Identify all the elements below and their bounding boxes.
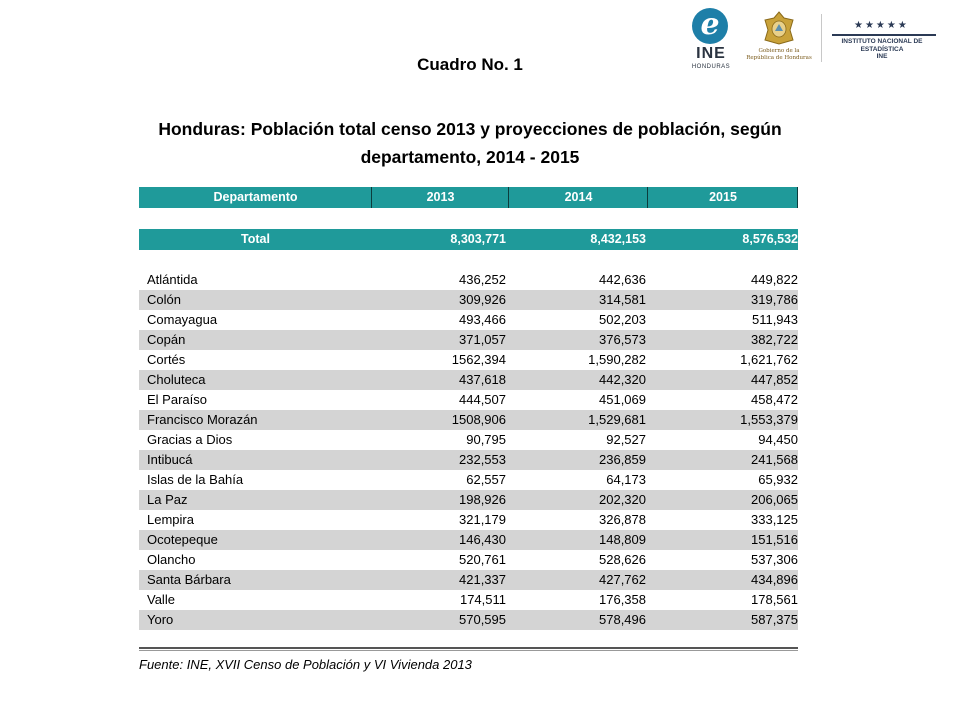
gov-text-line-1: Gobierno de la <box>758 48 800 54</box>
table-row <box>139 570 798 590</box>
value-2014: 578,496 <box>599 612 646 627</box>
value-2014: 314,581 <box>599 292 646 307</box>
logo-divider <box>821 14 822 62</box>
department-name: Olancho <box>147 552 196 567</box>
title-line-2: departamento, 2014 - 2015 <box>360 147 580 167</box>
department-name: Gracias a Dios <box>147 432 233 447</box>
value-2014: 1,529,681 <box>588 412 646 427</box>
value-2014: 427,762 <box>599 572 646 587</box>
table-row <box>139 310 798 330</box>
value-2013: 321,179 <box>459 512 506 527</box>
inst-text-line-3: INE <box>876 53 888 60</box>
table-row <box>139 390 798 410</box>
government-logo-text <box>742 48 816 62</box>
value-2014: 202,320 <box>599 492 646 507</box>
value-2014: 502,203 <box>599 312 646 327</box>
value-2015: 333,125 <box>751 512 798 527</box>
value-2013: 309,926 <box>459 292 506 307</box>
value-2015: 178,561 <box>751 592 798 607</box>
department-name: Copán <box>147 332 186 347</box>
department-name: Intibucá <box>147 452 193 467</box>
header-departamento: Departamento <box>213 190 298 204</box>
value-2013: 493,466 <box>459 312 506 327</box>
table-body <box>139 270 798 630</box>
value-2014: 176,358 <box>599 592 646 607</box>
institute-logo-rule <box>832 34 936 36</box>
table-row <box>139 330 798 350</box>
value-2013: 198,926 <box>459 492 506 507</box>
table-row <box>139 350 798 370</box>
value-2015: 587,375 <box>751 612 798 627</box>
total-row <box>139 229 798 250</box>
table-row <box>139 370 798 390</box>
table-row <box>139 550 798 570</box>
source-note: Fuente: INE, XVII Censo de Población y VI Vivienda 2013 <box>139 657 472 672</box>
table-bottom-rule <box>139 647 798 649</box>
value-2013: 436,252 <box>459 272 506 287</box>
header-2014: 2014 <box>564 190 593 204</box>
table-row <box>139 490 798 510</box>
value-2014: 1,590,282 <box>588 352 646 367</box>
value-2015: 449,822 <box>751 272 798 287</box>
table-bottom-rule-thin <box>139 650 798 651</box>
inst-text-line-2: ESTADÍSTICA <box>860 45 904 53</box>
header-2015: 2015 <box>709 190 737 204</box>
value-2015: 382,722 <box>751 332 798 347</box>
value-2013: 570,595 <box>459 612 506 627</box>
value-2015: 511,943 <box>751 312 798 327</box>
value-2013: 174,511 <box>459 592 506 607</box>
value-2014: 92,527 <box>606 432 646 447</box>
value-2014: 528,626 <box>599 552 646 567</box>
department-name: Comayagua <box>147 312 218 327</box>
table-row <box>139 410 798 430</box>
value-2015: 537,306 <box>751 552 798 567</box>
table-row <box>139 510 798 530</box>
value-2014: 451,069 <box>599 392 646 407</box>
department-name: Lempira <box>147 512 194 527</box>
total-2014: 8,432,153 <box>590 232 646 246</box>
inst-text-line-1: INSTITUTO NACIONAL DE <box>841 38 923 45</box>
value-2014: 64,173 <box>606 472 646 487</box>
table-row <box>139 430 798 450</box>
value-2013: 90,795 <box>466 432 506 447</box>
value-2015: 1,553,379 <box>740 412 798 427</box>
stars-icon: ★★★★★ <box>854 20 909 31</box>
ine-logo-text: INE <box>696 45 726 62</box>
department-name: Atlántida <box>147 272 198 287</box>
value-2013: 62,557 <box>466 472 506 487</box>
table-row <box>139 270 798 290</box>
value-2015: 241,568 <box>751 452 798 467</box>
table-row <box>139 470 798 490</box>
value-2015: 206,065 <box>751 492 798 507</box>
department-name: La Paz <box>147 492 188 507</box>
department-name: Yoro <box>147 612 174 627</box>
value-2014: 236,859 <box>599 452 646 467</box>
value-2015: 65,932 <box>758 472 798 487</box>
coat-of-arms-icon <box>760 10 798 46</box>
table-row <box>139 290 798 310</box>
value-2015: 447,852 <box>751 372 798 387</box>
table-row <box>139 450 798 470</box>
value-2013: 520,761 <box>459 552 506 567</box>
department-name: Colón <box>147 292 181 307</box>
ine-e-icon: e <box>692 8 728 44</box>
total-2013: 8,303,771 <box>450 232 506 246</box>
department-name: Valle <box>147 592 175 607</box>
gov-text-line-2: República de Honduras <box>746 55 812 61</box>
header-separator <box>797 187 798 208</box>
value-2013: 421,337 <box>459 572 506 587</box>
government-logo <box>742 10 816 70</box>
ine-logo <box>686 8 736 74</box>
total-label: Total <box>241 232 270 246</box>
department-name: Ocotepeque <box>147 532 218 547</box>
page-title <box>130 115 810 171</box>
value-2015: 434,896 <box>751 572 798 587</box>
table-row <box>139 610 798 630</box>
department-name: El Paraíso <box>147 392 207 407</box>
value-2014: 442,636 <box>599 272 646 287</box>
ine-logo-subtext: HONDURAS <box>691 64 731 70</box>
value-2015: 94,450 <box>758 432 798 447</box>
total-2015: 8,576,532 <box>742 232 798 246</box>
value-2014: 376,573 <box>599 332 646 347</box>
department-name: Santa Bárbara <box>147 572 231 587</box>
value-2015: 1,621,762 <box>740 352 798 367</box>
table-row <box>139 530 798 550</box>
department-name: Cortés <box>147 352 186 367</box>
header-2013: 2013 <box>426 190 455 204</box>
value-2013: 1562,394 <box>451 352 506 367</box>
value-2014: 326,878 <box>599 512 646 527</box>
value-2014: 148,809 <box>599 532 646 547</box>
value-2015: 319,786 <box>751 292 798 307</box>
header-separator <box>371 187 372 208</box>
institute-logo-text <box>826 38 938 61</box>
value-2014: 442,320 <box>599 372 646 387</box>
value-2013: 1508,906 <box>451 412 506 427</box>
value-2013: 437,618 <box>459 372 506 387</box>
value-2015: 151,516 <box>751 532 798 547</box>
value-2013: 371,057 <box>459 332 506 347</box>
table-row <box>139 590 798 610</box>
header-separator <box>508 187 509 208</box>
institute-logo <box>826 20 938 64</box>
value-2015: 458,472 <box>751 392 798 407</box>
value-2013: 146,430 <box>459 532 506 547</box>
value-2013: 444,507 <box>459 392 506 407</box>
table-caption: Cuadro No. 1 <box>417 55 523 74</box>
table-header <box>139 187 798 208</box>
department-name: Islas de la Bahía <box>147 472 244 487</box>
department-name: Choluteca <box>147 372 206 387</box>
value-2013: 232,553 <box>459 452 506 467</box>
department-name: Francisco Morazán <box>147 412 258 427</box>
title-line-1: Honduras: Población total censo 2013 y proyecciones de población, según <box>158 119 782 139</box>
header-separator <box>647 187 648 208</box>
